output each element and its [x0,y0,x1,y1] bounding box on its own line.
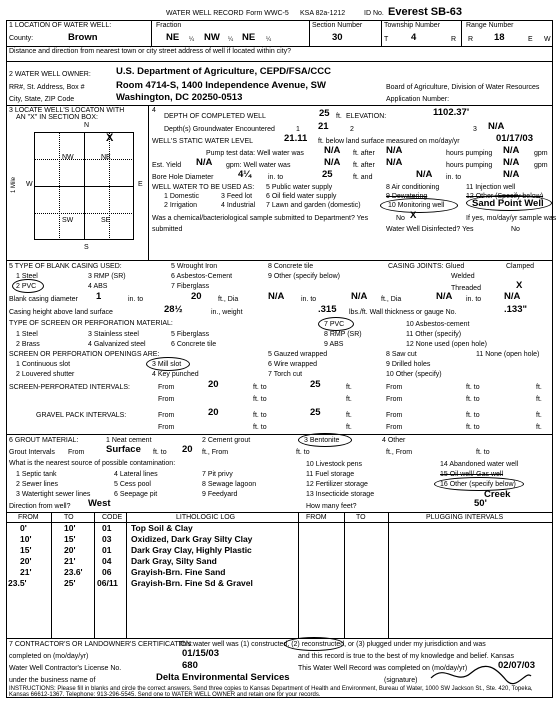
grout-2: 2 Cement grout [202,437,251,444]
dir-value: West [88,498,111,509]
src-9: 9 Feedyard [202,491,238,498]
chem-ifyes: If yes, mo/day/yr sample was [466,215,557,222]
log-cell: 25' [64,578,76,588]
gw-label: Depth(s) Groundwater Encountered [164,126,275,133]
pump-gpm: gpm [534,150,548,157]
q2-sym: ¼ [228,37,234,43]
log-cell: Grayish-Brn. Fine Sd & Gravel [131,578,253,588]
diam-ftdia2: ft., Dia [381,296,402,303]
casing-2: 2 PVC [16,283,37,290]
casing-3: 3 RMP (SR) [88,273,126,280]
src-14: 14 Abandoned water well [440,461,519,468]
howmany-label: How many feet? [306,503,357,510]
gi-to: ft. to [153,449,167,456]
screen-2: 2 Brass [16,341,40,348]
gauge-value: .133" [504,304,527,315]
log-cell: 23.6' [64,567,83,577]
int-ft3: ft. [346,396,352,403]
use-11: 11 Injection well [466,184,516,191]
form-number: Form WWC-5 [246,10,289,17]
lbs-label: lbs./ft. Wall thickness or gauge No. [349,309,457,316]
log-cell: 15' [20,545,32,555]
cert-text3: This Water Well Record was completed on (mo/day/yr) [298,665,468,672]
casing-1: 1 Steel [16,273,38,280]
constructed-circle [284,637,344,651]
src-6: 6 Seepage pit [114,491,158,498]
sig-label: (signature) [384,677,418,684]
id-label: ID No. [364,10,384,17]
use-9: 9 Dewatering [386,193,428,200]
src-11: 11 Fuel storage [306,471,355,478]
bore-into2: in. to [446,174,462,181]
static-label: WELL'S STATIC WATER LEVEL [152,138,254,145]
q1-sym: ¼ [189,37,195,43]
use-7: 7 Lawn and garden (domestic) [266,202,361,209]
src-8: 8 Sewage lagoon [202,481,257,488]
diam-to3: in. to [466,296,482,303]
ksa-ref: KSA 82a-1212 [300,10,346,17]
int-from2: From [386,384,403,391]
biz-value: Delta Environmental Services [156,672,290,683]
use-4: 4 Industrial [221,202,256,209]
log-cell: 21' [20,567,32,577]
screen-8: 8 RMP (SR) [324,331,362,338]
id-value: Everest SB-63 [388,6,462,18]
src-15: 15 Oil well/ Gas well [440,471,504,478]
src-label: What is the nearest source of possible contamination: [9,460,176,467]
log-cell: Grayish-Brn. Fine Sand [131,567,226,577]
src-2: 2 Sewer lines [16,481,59,488]
yield-na3: N/A [386,157,403,168]
gp-label: GRAVEL PACK INTERVALS: [36,412,127,419]
diam-na4: N/A [504,291,521,302]
diam-na2: N/A [351,291,368,302]
log-cell: 20' [20,556,32,566]
instructions: INSTRUCTIONS: Please fill in blanks and circle the correct answers. Send three copies to Kansas Department of Health and Environment, Bureau of Water, 1000 SW Jackson St., Ste. 420, Topeka, Kansas 66612-1367. Telephone: 913-296-5545. Send one to WATER WELL OWNER and retain one for your records. [9,686,533,698]
s6-label: 6 GROUT MATERIAL: [9,437,79,444]
township-label: Township Number [384,22,441,29]
use-10-circle [380,198,458,213]
diam-na3: N/A [436,291,453,302]
gi-from: From [68,449,85,456]
use-5: 5 Public water supply [266,184,333,191]
log-cell: 10' [20,534,32,544]
joints-label: CASING JOINTS: Glued [388,263,465,270]
s4-num: 4 [152,107,156,114]
log-cell: 10' [64,523,76,533]
log-h-to: TO [64,514,74,521]
screen-9: 9 ABS [324,341,344,348]
gp-from: From [158,412,175,419]
open-10: 10 Other (specify) [386,371,442,378]
gp-ftto4: ft. to [466,424,480,431]
appnum-label: Application Number: [386,96,450,103]
gi-from-value: Surface [106,444,141,455]
int-ftto2: ft. to [466,384,480,391]
open-11: 11 None (open hole) [476,351,540,358]
open-label: SCREEN OR PERFORATION OPENINGS ARE: [9,351,160,358]
bore-value: 4¼ [238,169,252,180]
q3-sym: ¼ [266,37,272,43]
section-value: 30 [332,32,343,43]
src-16: 16 Other (specify below) [440,481,516,488]
gp-from2: From [386,412,403,419]
log-cell: Dark Gray, Silty Sand [131,556,217,566]
casing-8: 8 Concrete tile [268,263,314,270]
gi-ft3: ft., From [386,449,413,456]
use-10: 10 Monitoring well [388,202,445,209]
fraction-label: Fraction [156,22,182,29]
gi-ft2: ft. to [296,449,310,456]
gp-ft2: ft. [536,412,542,419]
open-1: 1 Continuous slot [16,361,71,368]
screen-11: 11 Other (specify) [406,331,462,338]
w-label: W [544,36,551,43]
bore-na1: N/A [416,169,433,180]
s3-label: 3 LOCATE WELL'S LOCATON WITH [9,107,125,114]
dir-label: Direction from well? [9,503,71,510]
src-16-value: Creek [484,489,511,500]
int-ftto: ft. to [253,384,267,391]
casing-pvc-circle [12,279,44,293]
completed-value: 01/15/03 [182,648,219,659]
joints-clamped: Clamped [506,263,535,270]
screen-5: 5 Fiberglass [171,331,210,338]
chem-no: No [396,215,405,222]
gp-from4: From [386,424,403,431]
int-to-value: 25 [310,379,321,390]
pump-label: Pump test data: Well water was [206,150,304,157]
log-cell: 01 [102,523,112,533]
gp-ftto3: ft. to [253,424,267,431]
gp-ft: ft. [346,412,352,419]
int-ftto4: ft. to [466,396,480,403]
use-6: 6 Oil field water supply [266,193,337,200]
quad-sw: SW [62,217,74,224]
int-from4: From [386,396,403,403]
yield-na4: N/A [503,157,520,168]
gp-from3: From [158,424,175,431]
gp-ft4: ft. [536,424,542,431]
sec-s: S [84,244,89,251]
board-label: Board of Agriculture, Division of Water Resources [386,84,540,91]
int-ft2: ft. [536,384,542,391]
use-1: 1 Domestic [164,193,200,200]
src-13: 13 Insecticide storage [306,491,375,498]
e-label: E [528,36,533,43]
log-h-from: FROM [18,514,39,521]
log-cell: 23.5' [8,578,27,588]
yield-na: N/A [196,157,213,168]
rr-label: RR#, St. Address, Box # [9,84,85,91]
screen-label: TYPE OF SCREEN OR PERFORATION MATERIAL: [9,320,173,327]
int-ft4: ft. [536,396,542,403]
gi-ft4: ft. to [476,449,490,456]
diam-ftdia: ft., Dia [218,296,239,303]
screen-3: 3 Stainless steel [88,331,139,338]
gi-ft: ft., From [202,449,229,456]
bore-label: Bore Hole Diameter [152,174,214,181]
yield-gpm: gpm [534,162,548,169]
static-value: 21.11 [284,133,308,144]
open-4: 4 Key punched [152,371,199,378]
gp-to-value: 25 [310,407,321,418]
use-12-circle [466,195,552,211]
chem-x: X [410,210,417,221]
quad-nw: NW [62,154,74,161]
r2-label: R [468,36,474,43]
location-x: X [106,132,114,144]
int-from3: From [158,396,175,403]
log-h-litho: LITHOLOGIC LOG [176,514,236,521]
city-value: Washington, DC 20250-0513 [116,92,243,103]
pump-na2: N/A [386,145,403,156]
src-12: 12 Fertilizer storage [306,481,368,488]
weight-label: in., weight [211,309,243,316]
form-title: WATER WELL RECORD [166,10,244,17]
depth-ft: ft. [336,113,342,120]
use-12: 12 Other (Specify below) [466,193,544,200]
diam-na1: N/A [268,291,285,302]
open-7: 7 Torch cut [268,371,303,378]
t-label: T [384,36,389,43]
pump-na1: N/A [324,145,341,156]
diam-label: Blank casing diameter [9,296,78,303]
log-cell: Top Soil & Clay [131,523,193,533]
open-6: 6 Wire wrapped [268,361,318,368]
log-cell: 04 [102,556,112,566]
bore-into: in. to [268,174,284,181]
disinf-label: Water Well Disinfected? Yes [386,226,474,233]
screen-6: 6 Concrete tile [171,341,217,348]
diam-to: in. to [128,296,144,303]
quad-se: SE [101,217,111,224]
depth-label: DEPTH OF COMPLETED WELL [164,113,266,120]
mile-label: 1 Mile [11,176,18,194]
casing-5: 5 Wrought Iron [171,263,218,270]
open-9: 9 Drilled holes [386,361,431,368]
bore-na2: N/A [503,169,520,180]
sec-n: N [84,122,90,129]
log-cell: 03 [102,534,112,544]
elev-label: ELEVATION: [346,113,387,120]
use-3: 3 Feed lot [221,193,253,200]
casing-7: 7 Fiberglass [171,283,210,290]
joints-threaded: Threaded [451,285,481,292]
src-4: 4 Lateral lines [114,471,158,478]
log-cell: 21' [64,556,76,566]
open-2: 2 Louvered shutter [16,371,75,378]
src-10: 10 Livestock pens [306,461,363,468]
diam-value: 1 [96,291,102,302]
sec-w: W [26,181,33,188]
screen-pvc-circle [318,317,354,331]
log-cell: 0' [20,523,27,533]
height-value: 28½ [164,304,183,315]
gw-3: 3 [473,126,477,133]
owner-value: U.S. Department of Agriculture, CEPD/FSA/CCC [116,66,332,77]
grout-4: 4 Other [382,437,406,444]
yield-after: ft. after [353,162,375,169]
distance-label: Distance and direction from nearest town or city street address of well if located within city? [9,48,292,55]
yield-na2: N/A [324,157,341,168]
township-value: 4 [411,32,417,43]
gp-ft3: ft. [346,424,352,431]
src-7: 7 Pit privy [202,471,233,478]
biz-label: under the business name of [9,677,96,684]
s1-label: 1 LOCATION OF WATER WELL: [9,22,112,29]
millslot-circle [146,357,190,371]
grout-1: 1 Neat cement [106,437,152,444]
chem-label: Was a chemical/bacteriological sample submitted to Department? Yes [152,215,369,222]
gw1-value: 21 [318,121,329,132]
open-8: 8 Saw cut [386,351,417,358]
use-12-value: Sand Point Well [472,198,544,209]
yield-label: Est. Yield [152,162,182,169]
casing-4: 4 ABS [88,283,108,290]
cert-text1: This water well was (1) constructed, (2) reconstructed, or (3) plugged under my jurisdiction and was [178,641,486,648]
diam-to-value: 20 [191,291,202,302]
src-5: 5 Cess pool [114,481,151,488]
rec-date: 02/07/03 [498,660,535,671]
casing-9: 9 Other (specify below) [268,273,340,280]
s3-label2: AN "X" IN SECTION BOX: [16,114,98,121]
s2-label: 2 WATER WELL OWNER: [9,71,91,78]
gi-to-value: 20 [182,444,193,455]
lic-value: 680 [182,660,198,671]
other-circle [434,477,524,491]
use-label: WELL WATER TO BE USED AS: [152,184,255,191]
gw4-value: N/A [488,121,505,132]
screen-12: 12 None used (open hole) [406,341,487,348]
gw-1: 1 [296,126,300,133]
open-3: 3 Mill slot [152,361,182,368]
diam-to2: in. to [301,296,317,303]
log-h-plug: PLUGGING INTERVALS [426,514,504,521]
lic-label: Water Well Contractor's License No. [9,665,122,672]
joints-welded: Welded [451,273,475,280]
log-cell: 06 [102,567,112,577]
src-3: 3 Watertight sewer lines [16,491,91,498]
county-label: County: [9,35,34,42]
screen-7: 7 PVC [324,321,345,328]
bore-and: ft. and [353,174,373,181]
yield-hours: hours pumping [446,162,493,169]
int-from: From [158,384,175,391]
elev-value: 1102.37' [433,107,470,118]
chem-submitted: submitted [152,226,183,233]
s5-label: 5 TYPE OF BLANK CASING USED: [9,263,122,270]
gi-label: Grout Intervals [9,449,55,456]
int-ftto3: ft. to [253,396,267,403]
screen-4: 4 Galvanized steel [88,341,146,348]
r-label: R [451,36,457,43]
gp-from-value: 20 [208,407,219,418]
log-cell: 06/11 [97,578,118,588]
range-label: Range Number [466,22,514,29]
feet-value: 50' [474,498,487,509]
city-label: City, State, ZIP Code [9,96,75,103]
section-label: Section Number [312,22,363,29]
log-cell: 01 [102,545,112,555]
int-from-value: 20 [208,379,219,390]
log-cell: Oxidized, Dark Gray Silty Clay [131,534,253,544]
yield-gpm2: gpm: Well water was [226,162,291,169]
weight-value: .315 [318,304,337,315]
address-value: Room 4714-S, 1400 Independence Avenue, SW [116,80,326,91]
threaded-x: X [516,280,523,291]
static-date: 01/17/03 [496,133,533,144]
signature [426,658,536,688]
quad-ne: NE [101,154,111,161]
gp-ftto2: ft. to [466,412,480,419]
log-cell: 20' [64,545,76,555]
pump-after: ft. after [353,150,375,157]
q3: NE [242,32,256,43]
q1: NE [166,32,180,43]
grout-3: 3 Bentonite [304,437,340,444]
pump-na3: N/A [503,145,520,156]
county-value: Brown [68,32,98,43]
range-value: 18 [494,32,505,43]
sec-e: E [138,181,143,188]
log-cell: 15' [64,534,76,544]
log-h-code: CODE [102,514,123,521]
completed-label: completed on (mo/day/yr) [9,653,89,660]
height-label: Casing height above land surface [9,309,113,316]
log-h-from2: FROM [306,514,327,521]
int-label: SCREEN-PERFORATED INTERVALS: [9,384,130,391]
well-record-form [6,4,557,698]
s7-label: 7 CONTRACTOR'S OR LANDOWNER'S CERTIFICATION: [9,641,193,648]
open-5: 5 Gauzed wrapped [268,351,328,358]
log-cell: Dark Gray Clay, Highly Plastic [131,545,252,555]
screen-1: 1 Steel [16,331,38,338]
casing-6: 6 Asbestos-Cement [171,273,233,280]
form-header [6,6,553,18]
gw-2: 2 [350,126,354,133]
int-ft: ft. [346,384,352,391]
log-h-to2: TO [356,514,366,521]
src-1: 1 Septic tank [16,471,57,478]
screen-10: 10 Asbestos-cement [406,321,470,328]
bentonite-circle [298,433,352,447]
static-txt: ft. below land surface measured on mo/day/yr [318,138,460,145]
use-8: 8 Air conditioning [386,184,440,191]
bore-to: 25 [322,169,333,180]
pump-hours: hours pumping [446,150,493,157]
q2: NW [204,32,220,43]
cert-text2: and this record is true to the best of my knowledge and belief. Kansas [298,653,514,660]
use-2: 2 Irrigation [164,202,198,209]
disinf-no: No [511,226,520,233]
depth-value: 25 [319,108,330,119]
gp-ftto: ft. to [253,412,267,419]
